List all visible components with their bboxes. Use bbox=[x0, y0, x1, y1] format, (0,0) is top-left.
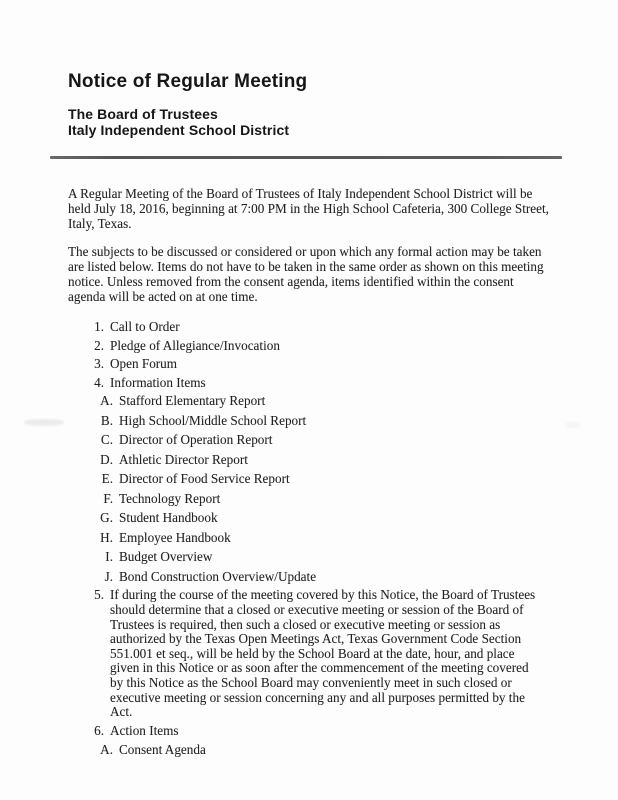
agenda-item-marker: G. bbox=[100, 510, 113, 526]
agenda-item-text: Stafford Elementary Report bbox=[119, 393, 266, 409]
agenda-item-marker: H. bbox=[100, 529, 113, 545]
agenda-subitem-stafford-elementary-report bbox=[68, 393, 550, 408]
agenda-item-marker: 5. bbox=[94, 587, 104, 603]
document-title: Notice of Regular Meeting bbox=[68, 71, 308, 92]
agenda-item-text: Budget Overview bbox=[119, 549, 213, 565]
agenda-item-text: Information Items bbox=[110, 374, 206, 390]
document-content bbox=[68, 72, 550, 761]
subtitle-district-name: Italy Independent School District bbox=[68, 122, 290, 138]
agenda-item-text: Director of Food Service Report bbox=[119, 471, 290, 487]
agenda-item-pledge bbox=[68, 338, 550, 353]
agenda-item-text: If during the course of the meeting covered by this Notice, the Board of Trustees should determine that a closed or executive meeting or session of the Board of Trustees is required, then such a closed or executive meeting or session as authorized by the Texas Open Meetings Act, Texas Government Code Section 551.001 et seq., will be held by the School Board at the date, hour, and place given in this Notice or as soon after the commencement of the meeting covered by this Notice as the School Board may conveniently meet in such closed or executive meeting or session concerning any and all purposes permitted by the Act. bbox=[110, 587, 536, 720]
header-rule bbox=[50, 156, 562, 159]
agenda-item-marker: 6. bbox=[94, 723, 104, 739]
scan-artifact-left bbox=[24, 419, 64, 426]
agenda-item-marker: J. bbox=[104, 568, 113, 584]
agenda-item-text: Pledge of Allegiance/Invocation bbox=[110, 337, 280, 353]
agenda-subitem-student-handbook bbox=[68, 510, 550, 525]
agenda-item-text: Employee Handbook bbox=[119, 529, 231, 545]
agenda-subitem-director-of-operation-report bbox=[68, 432, 550, 447]
agenda-item-text: Director of Operation Report bbox=[119, 432, 273, 448]
agenda-item-marker: I. bbox=[105, 549, 113, 565]
subtitle-board-of-trustees: The Board of Trustees bbox=[68, 106, 218, 122]
agenda-item-executive-session-clause bbox=[68, 588, 550, 719]
agenda-item-open-forum bbox=[68, 356, 550, 371]
scan-artifact-right bbox=[565, 422, 581, 428]
agenda-subitem-athletic-director-report bbox=[68, 452, 550, 467]
paragraph-subjects: The subjects to be discussed or considered or upon which any formal action may be taken are listed below. Items do not have to be taken in the same order as shown on this meeting notice. Unless removed from the consent agenda, items identified within the consent agenda will be acted on at one time. bbox=[68, 243, 544, 305]
agenda-item-text: Athletic Director Report bbox=[119, 451, 248, 467]
agenda-item-marker: 2. bbox=[94, 337, 104, 353]
agenda-subitem-bond-construction-overview bbox=[68, 569, 550, 584]
agenda-item-call-to-order bbox=[68, 319, 550, 334]
agenda-item-text: High School/Middle School Report bbox=[119, 412, 307, 428]
agenda-subitem-technology-report bbox=[68, 491, 550, 506]
agenda-item-marker: 3. bbox=[94, 356, 104, 372]
agenda-item-text: Consent Agenda bbox=[119, 741, 206, 757]
agenda-subitem-food-service-report bbox=[68, 471, 550, 486]
agenda-list bbox=[68, 319, 550, 756]
document-subtitle bbox=[68, 106, 550, 138]
agenda-item-text: Technology Report bbox=[119, 490, 221, 506]
agenda-item-marker: F. bbox=[103, 490, 113, 506]
agenda-item-text: Open Forum bbox=[110, 356, 178, 372]
agenda-item-marker: A. bbox=[100, 393, 113, 409]
agenda-item-text: Student Handbook bbox=[119, 510, 218, 526]
agenda-subitem-budget-overview bbox=[68, 549, 550, 564]
agenda-item-text: Call to Order bbox=[110, 319, 180, 335]
agenda-subitem-employee-handbook bbox=[68, 530, 550, 545]
paragraph-meeting-intro: A Regular Meeting of the Board of Trustees of Italy Independent School District will be held July 18, 2016, beginning at 7:00 PM in the High School Cafeteria, 300 College Street, Italy, Texas. bbox=[68, 186, 549, 232]
agenda-item-information-items bbox=[68, 375, 550, 390]
agenda-item-text: Action Items bbox=[110, 723, 179, 739]
agenda-item-marker: C. bbox=[100, 432, 113, 448]
agenda-item-marker: A. bbox=[100, 741, 113, 757]
agenda-item-text: Bond Construction Overview/Update bbox=[119, 568, 317, 584]
agenda-item-action-items bbox=[68, 723, 550, 738]
agenda-item-marker: E. bbox=[101, 471, 113, 487]
agenda-subitem-high-school-report bbox=[68, 413, 550, 428]
agenda-subitem-consent-agenda bbox=[68, 742, 550, 757]
agenda-item-marker: D. bbox=[100, 451, 113, 467]
agenda-item-marker: 4. bbox=[94, 374, 104, 390]
agenda-item-marker: 1. bbox=[94, 319, 104, 335]
agenda-item-marker: B. bbox=[100, 412, 113, 428]
